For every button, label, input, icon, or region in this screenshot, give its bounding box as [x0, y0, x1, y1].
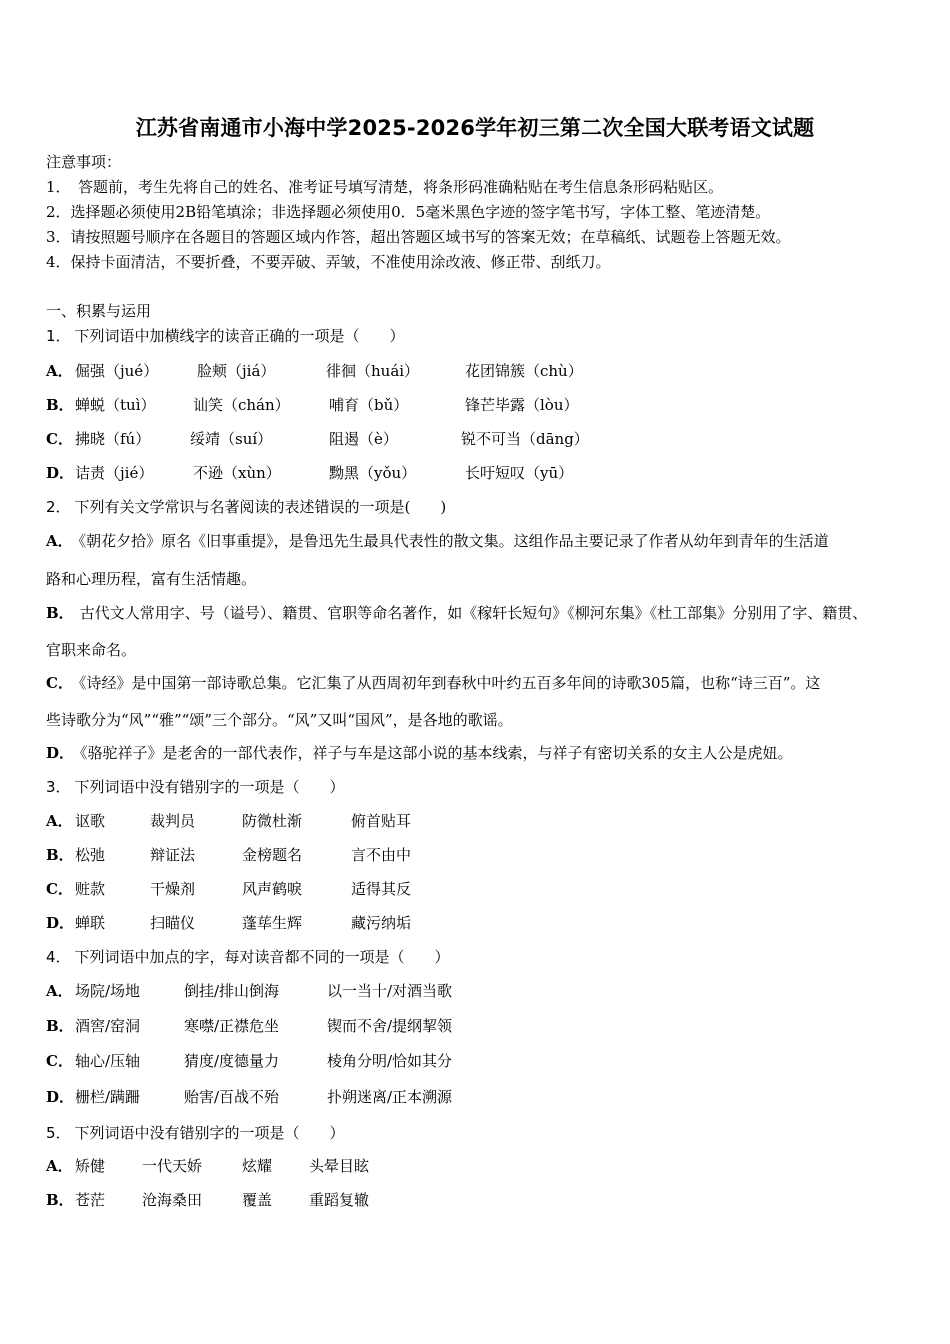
q5-a-word: 炫耀: [242, 1157, 273, 1175]
q2-option-b-line2: 官职来命名。: [46, 641, 137, 659]
q5-b-word: 苍茫: [75, 1191, 106, 1209]
q5-b-word: 沧海桑田: [142, 1191, 203, 1209]
q1-d-word: 长吁短叹（yū）: [465, 464, 574, 482]
q4-d-word: 贻害/百战不殆: [184, 1088, 280, 1106]
q1-d-word: 黝黑（yǒu）: [329, 464, 417, 482]
question-stem: 下列词语中没有错别字的一项是（ ）: [74, 778, 345, 796]
q1-option-a: [46, 361, 79, 381]
q3-c-word: 风声鹤唳: [242, 880, 303, 898]
q3-a-word: 讴歌: [75, 812, 106, 830]
option-label: B．: [46, 604, 74, 622]
option-text: 《诗经》是中国第一部诗歌总集。它汇集了从西周初年到春秋中叶约五百多年间的诗歌305篇，也称“诗三百”。这: [78, 674, 821, 692]
question-number: 4．: [46, 948, 71, 966]
q4-b-word: 酒窖/窑洞: [75, 1017, 141, 1035]
q3-a-word: 防微杜渐: [242, 812, 303, 830]
option-label: D．: [46, 914, 75, 932]
q1-c-word: 绥靖（suí）: [190, 430, 273, 448]
option-label: A．: [46, 812, 73, 830]
q1-c-word: 阻遏（è）: [329, 430, 398, 448]
question-3-stem: [46, 777, 345, 797]
q2-option-b-line1: [46, 603, 867, 623]
q2-option-a-line2: 路和心理历程，富有生活情趣。: [46, 570, 257, 588]
notice-item: 3．请按照题号顺序在各题目的答题区域内作答，超出答题区域书写的答案无效；在草稿纸、试题卷上答题无效。: [46, 228, 791, 246]
q5-b-word: 覆盖: [242, 1191, 273, 1209]
option-label: B．: [46, 846, 74, 864]
q4-a-word: 倒挂/排山倒海: [184, 982, 280, 1000]
q5-option-a: [46, 1156, 79, 1176]
question-stem: 下列词语中没有错别字的一项是（ ）: [74, 1124, 345, 1142]
page-title: 江苏省南通市小海中学2025-2026学年初三第二次全国大联考语文试题: [135, 116, 815, 140]
q1-c-word: 锐不可当（dāng）: [461, 430, 589, 448]
q4-a-word: 场院/场地: [75, 982, 141, 1000]
q3-option-a: [46, 811, 79, 831]
q1-a-word: 徘徊（huái）: [326, 362, 420, 380]
question-stem: 下列词语中加点的字，每对读音都不同的一项是（ ）: [74, 948, 450, 966]
section-heading: 一、积累与运用: [46, 302, 152, 320]
q2-option-d-line1: [46, 743, 793, 763]
q5-a-word: 一代天娇: [142, 1157, 203, 1175]
q1-a-word: 花团锦簇（chù）: [465, 362, 583, 380]
q3-c-word: 适得其反: [351, 880, 412, 898]
option-label: D．: [46, 1088, 75, 1106]
option-label: C．: [46, 430, 73, 448]
q2-option-c-line1: [46, 673, 820, 693]
notice-item: 2．选择题必须使用2B铅笔填涂；非选择题必须使用0．5毫米黑色字迹的签字笔书写，字体工整、笔迹清楚。: [46, 203, 771, 221]
option-text: 《骆驼祥子》是老舍的一部代表作，祥子与车是这部小说的基本线索，与祥子有密切关系的女主人公是虎妞。: [80, 744, 793, 762]
q4-option-a: [46, 981, 79, 1001]
option-text: 《朝花夕拾》原名《旧事重提》，是鲁迅先生最具代表性的散文集。这组作品主要记录了作者从幼年到青年的生活道: [78, 532, 829, 550]
q3-b-word: 松弛: [75, 846, 106, 864]
q3-d-word: 扫瞄仪: [150, 914, 196, 932]
q5-a-word: 矫健: [75, 1157, 106, 1175]
q3-c-word: 赃款: [75, 880, 106, 898]
question-4-stem: [46, 947, 450, 967]
option-label: A．: [46, 532, 73, 550]
q4-b-word: 锲而不舍/提纲挈领: [327, 1017, 453, 1035]
question-number: 2．: [46, 498, 71, 516]
q1-d-word: 诘责（jié）: [75, 464, 154, 482]
option-label: D．: [46, 464, 75, 482]
q1-b-word: 蝉蜕（tuì）: [75, 396, 156, 414]
option-label: A．: [46, 362, 73, 380]
q1-b-word: 讪笑（chán）: [193, 396, 290, 414]
question-number: 1．: [46, 327, 71, 345]
q1-a-word: 倔强（jué）: [75, 362, 159, 380]
q3-c-word: 干燥剂: [150, 880, 196, 898]
q3-d-word: 蝉联: [75, 914, 106, 932]
option-label: B．: [46, 396, 74, 414]
option-label: C．: [46, 1052, 73, 1070]
notice-item: 1． 答题前，考生先将自己的姓名、准考证号填写清楚，将条形码准确粘贴在考生信息条形码粘贴区。: [46, 178, 724, 196]
q1-d-word: 不逊（xùn）: [193, 464, 281, 482]
notice-item: 4．保持卡面清洁，不要折叠，不要弄破、弄皱，不准使用涂改液、修正带、刮纸刀。: [46, 253, 611, 271]
notice-heading: 注意事项：: [46, 153, 122, 171]
option-label: C．: [46, 674, 73, 692]
option-label: B．: [46, 1017, 74, 1035]
option-label: D．: [46, 744, 75, 762]
q4-c-word: 轴心/压轴: [75, 1052, 141, 1070]
question-stem: 下列词语中加横线字的读音正确的一项是（ ）: [74, 327, 405, 345]
q3-b-word: 金榜题名: [242, 846, 303, 864]
q2-option-c-line2: 些诗歌分为“风”“雅”“颂”三个部分。“风”又叫“国风”，是各地的歌谣。: [46, 711, 513, 729]
question-1-stem: [46, 326, 405, 346]
q3-b-word: 言不由中: [351, 846, 412, 864]
q4-c-word: 棱角分明/恰如其分: [327, 1052, 453, 1070]
option-text: 古代文人常用字、号（谥号）、籍贯、官职等命名著作，如《稼轩长短句》《柳河东集》《杜工部集》分别用了字、籍贯、: [79, 604, 868, 622]
question-stem: 下列有关文学常识与名著阅读的表述错误的一项是( ): [74, 498, 447, 516]
q1-b-word: 锋芒毕露（lòu）: [465, 396, 579, 414]
q3-b-word: 辩证法: [150, 846, 196, 864]
q4-d-word: 扑朔迷离/正本溯源: [327, 1088, 453, 1106]
question-number: 5．: [46, 1124, 71, 1142]
option-label: A．: [46, 982, 73, 1000]
q3-d-word: 藏污纳垢: [351, 914, 412, 932]
q4-option-c: [46, 1051, 79, 1071]
q1-option-c: [46, 429, 79, 449]
q2-option-a-line1: [46, 531, 829, 551]
q3-option-c: [46, 879, 79, 899]
option-label: A．: [46, 1157, 73, 1175]
q1-b-word: 哺育（bǔ）: [329, 396, 409, 414]
q5-a-word: 头晕目眩: [309, 1157, 370, 1175]
q4-c-word: 猜度/度德量力: [184, 1052, 280, 1070]
q3-a-word: 俯首贴耳: [351, 812, 412, 830]
q1-a-word: 脸颊（jiá）: [197, 362, 276, 380]
q4-b-word: 寒噤/正襟危坐: [184, 1017, 280, 1035]
question-number: 3．: [46, 778, 71, 796]
q4-a-word: 以一当十/对酒当歌: [327, 982, 453, 1000]
option-label: B．: [46, 1191, 74, 1209]
q3-a-word: 裁判员: [150, 812, 196, 830]
q3-d-word: 蓬荜生辉: [242, 914, 303, 932]
question-5-stem: [46, 1123, 345, 1143]
q4-d-word: 栅栏/蹒跚: [75, 1088, 141, 1106]
q1-c-word: 拂晓（fú）: [75, 430, 151, 448]
question-2-stem: [46, 497, 446, 517]
option-label: C．: [46, 880, 73, 898]
q5-b-word: 重蹈复辙: [309, 1191, 370, 1209]
